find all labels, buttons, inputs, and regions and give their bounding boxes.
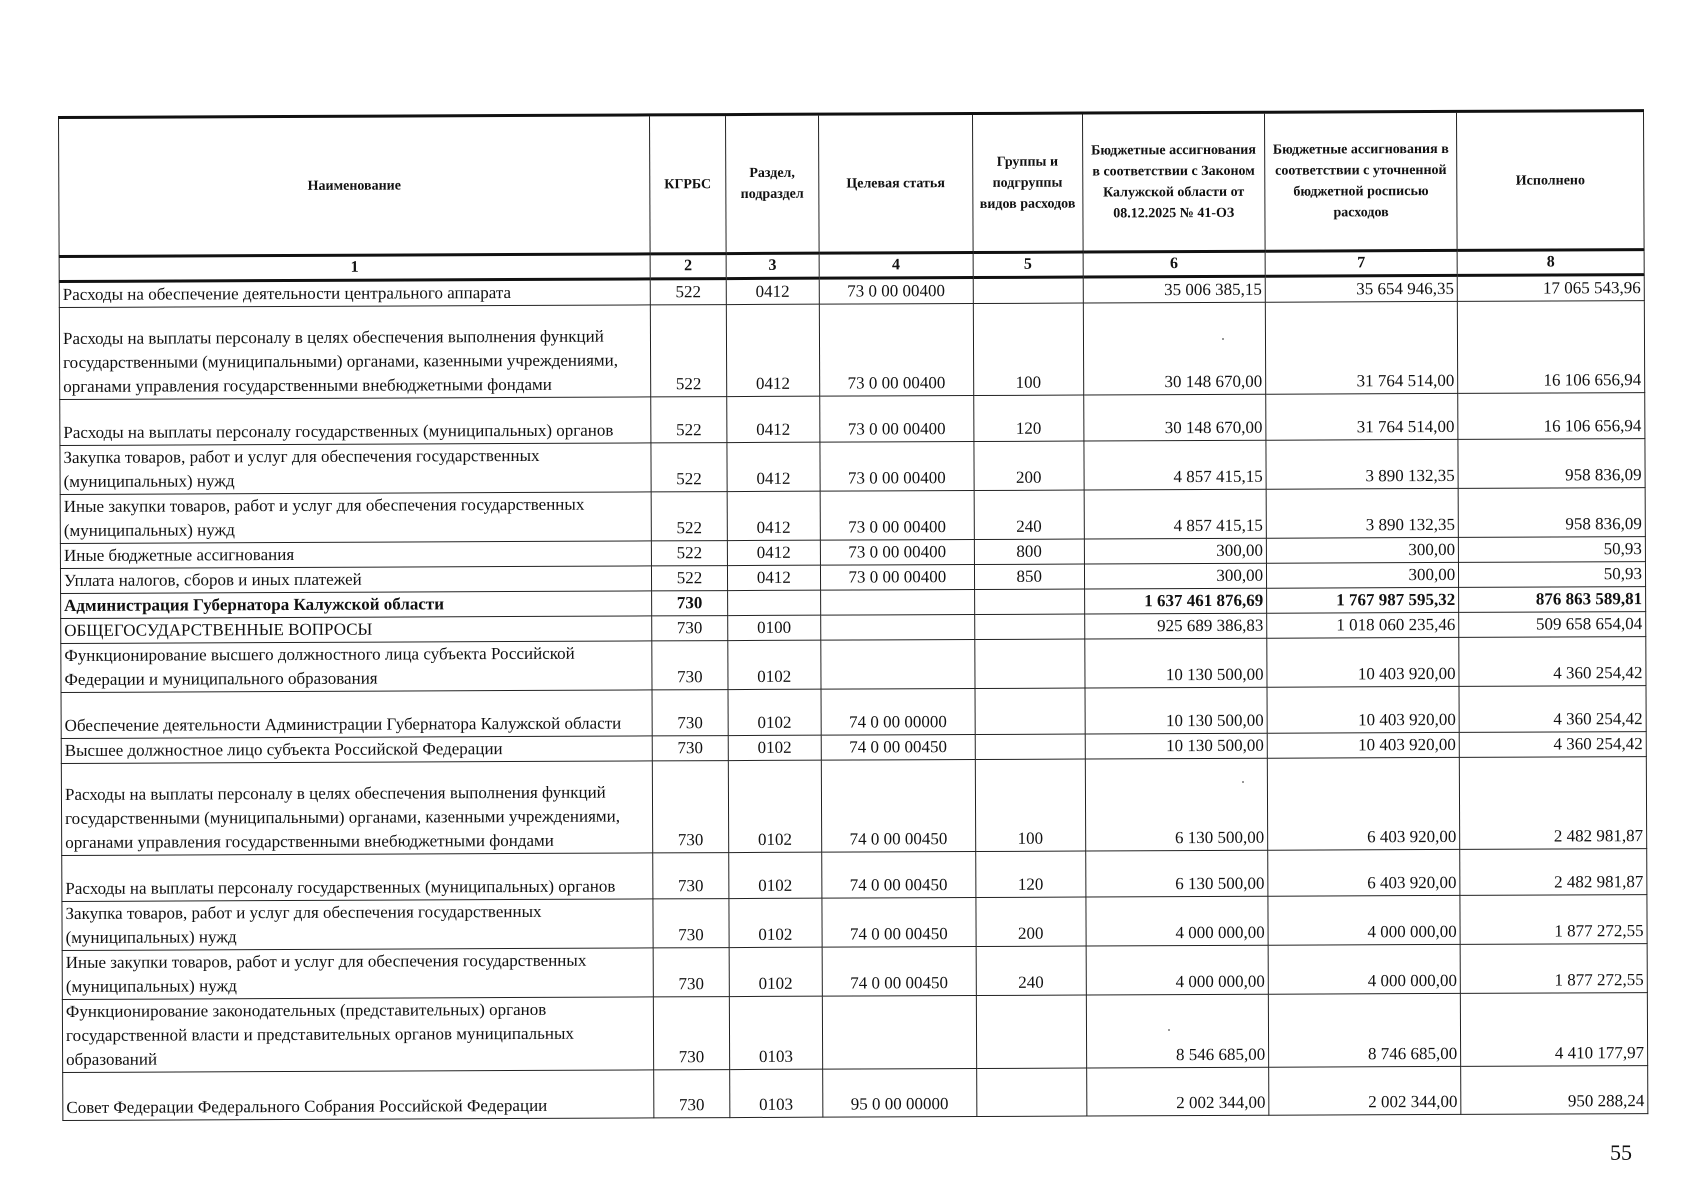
row-expense-group: [976, 1068, 1086, 1116]
row-target-article: 73 0 00 00400: [820, 540, 974, 566]
column-number: 5: [973, 252, 1083, 277]
row-kgrbs: 730: [652, 736, 728, 761]
column-number: 8: [1457, 250, 1644, 276]
row-refined-allocation: 4 000 000,00: [1268, 895, 1460, 945]
table-row: [63, 1066, 1648, 1121]
row-expense-group: 240: [974, 490, 1084, 539]
row-kgrbs: 522: [651, 492, 727, 541]
row-law-allocation: 30 148 670,00: [1083, 302, 1266, 395]
row-law-allocation: 4 857 415,15: [1083, 440, 1266, 490]
row-expense-group: [975, 614, 1085, 639]
row-law-allocation: 35 006 385,15: [1083, 276, 1266, 303]
row-refined-allocation: 1 767 987 595,32: [1267, 587, 1459, 613]
row-expense-group: 240: [976, 946, 1086, 995]
row-section: 0103: [730, 1069, 823, 1117]
row-expense-group: 200: [974, 441, 1084, 490]
budget-table: [58, 109, 1648, 1121]
row-law-allocation: 4 000 000,00: [1086, 945, 1269, 995]
row-name: Расходы на выплаты персоналу государственных (муниципальных) органов: [62, 853, 653, 902]
row-executed: 958 836,09: [1458, 439, 1645, 489]
row-name: Иные закупки товаров, работ и услуг для обеспечения государственных (муниципальных) нужд: [62, 948, 653, 1000]
row-target-article: 74 0 00 00450: [821, 760, 975, 853]
table-row: [61, 637, 1646, 693]
header-section: Раздел, подраздел: [725, 114, 818, 253]
row-refined-allocation: 35 654 946,35: [1265, 275, 1457, 302]
row-name: Уплата налогов, сборов и иных платежей: [60, 566, 651, 594]
row-kgrbs: 522: [651, 397, 727, 443]
table-row: [62, 993, 1647, 1073]
table-row: [60, 439, 1645, 495]
row-kgrbs: 730: [652, 591, 728, 616]
row-kgrbs: 730: [653, 853, 729, 899]
row-target-article: 73 0 00 00400: [819, 304, 973, 397]
row-section: 0102: [729, 947, 822, 996]
row-target-article: [822, 996, 976, 1070]
row-law-allocation: 300,00: [1084, 538, 1267, 564]
row-target-article: 74 0 00 00450: [821, 735, 975, 761]
row-target-article: 74 0 00 00000: [821, 689, 975, 736]
row-kgrbs: 730: [653, 948, 729, 997]
row-name: Функционирование законодательных (представительных) органов государственной власти и представительных органов муниципальных образований: [62, 997, 653, 1073]
row-kgrbs: 730: [652, 616, 728, 641]
row-refined-allocation: 300,00: [1267, 562, 1459, 588]
row-refined-allocation: 2 002 344,00: [1269, 1066, 1461, 1115]
header-executed: Исполнено: [1457, 111, 1644, 251]
row-target-article: 73 0 00 00400: [820, 442, 974, 492]
row-kgrbs: 730: [652, 761, 728, 853]
row-section: [727, 590, 820, 615]
row-section: 0102: [728, 760, 821, 852]
row-refined-allocation: 8 746 685,00: [1268, 993, 1460, 1067]
row-refined-allocation: 31 764 514,00: [1265, 301, 1457, 394]
row-executed: 50,93: [1459, 537, 1646, 563]
row-section: 0412: [726, 278, 819, 304]
row-target-article: 73 0 00 00400: [820, 491, 974, 541]
column-number: 1: [59, 254, 650, 282]
row-refined-allocation: 6 403 920,00: [1268, 849, 1460, 896]
row-executed: 17 065 543,96: [1457, 275, 1644, 302]
row-section: 0412: [727, 540, 820, 565]
row-law-allocation: 6 130 500,00: [1085, 850, 1268, 897]
row-executed: 16 106 656,94: [1457, 301, 1644, 394]
row-name: Совет Федерации Федерального Собрания Российской Федерации: [63, 1070, 654, 1121]
row-executed: 950 288,24: [1461, 1066, 1648, 1115]
row-name: Расходы на выплаты персоналу государственных (муниципальных) органов: [60, 397, 651, 446]
row-section: 0102: [729, 852, 822, 898]
row-kgrbs: 522: [650, 305, 726, 397]
row-target-article: 73 0 00 00400: [819, 396, 973, 443]
row-executed: 1 877 272,55: [1460, 944, 1647, 994]
row-kgrbs: 522: [651, 541, 727, 566]
table-row: [60, 488, 1645, 544]
row-kgrbs: 522: [651, 566, 727, 591]
row-expense-group: [975, 639, 1085, 688]
row-law-allocation: 2 002 344,00: [1086, 1067, 1269, 1116]
row-target-article: 95 0 00 00000: [822, 1069, 976, 1118]
row-kgrbs: 730: [652, 690, 728, 736]
header-name: Наименование: [59, 115, 651, 257]
table-header-row: [59, 111, 1645, 257]
column-number: 6: [1083, 251, 1266, 277]
row-executed: 4 360 254,42: [1459, 732, 1646, 758]
row-expense-group: 200: [976, 897, 1086, 946]
row-section: 0412: [727, 442, 820, 491]
row-section: 0102: [729, 898, 822, 947]
row-law-allocation: 10 130 500,00: [1085, 687, 1268, 734]
table-row: [61, 686, 1646, 739]
row-refined-allocation: 3 890 132,35: [1266, 488, 1458, 538]
row-law-allocation: 6 130 500,00: [1085, 758, 1268, 851]
row-section: 0100: [728, 615, 821, 640]
table-row: [59, 301, 1644, 400]
row-expense-group: 120: [974, 395, 1084, 441]
row-name: Закупка товаров, работ и услуг для обеспечения государственных (муниципальных) нужд: [62, 899, 653, 951]
row-name: Высшее должностное лицо субъекта Российской Федерации: [61, 736, 652, 764]
row-expense-group: [974, 589, 1084, 614]
row-executed: 16 106 656,94: [1458, 393, 1645, 440]
row-name: Расходы на выплаты персоналу в целях обеспечения выполнения функций государственными (муниципальными) органами, казенными учреждениями, органами управления государственными внебюджетными фондами: [59, 305, 650, 400]
row-section: 0412: [726, 304, 819, 396]
row-refined-allocation: 3 890 132,35: [1266, 439, 1458, 489]
row-executed: 4 360 254,42: [1459, 637, 1646, 687]
row-executed: 1 877 272,55: [1460, 895, 1647, 945]
row-section: 0412: [727, 565, 820, 590]
row-kgrbs: 522: [651, 443, 727, 492]
row-name: Обеспечение деятельности Администрации Губернатора Калужской области: [61, 690, 652, 739]
row-executed: 2 482 981,87: [1459, 757, 1646, 850]
row-law-allocation: 300,00: [1084, 563, 1267, 589]
column-number: 2: [650, 254, 726, 279]
row-refined-allocation: 300,00: [1266, 537, 1458, 563]
row-refined-allocation: 10 403 920,00: [1267, 637, 1459, 687]
row-executed: 2 482 981,87: [1460, 849, 1647, 896]
table-row: [60, 393, 1645, 446]
row-section: 0103: [729, 996, 822, 1069]
row-name: ОБЩЕГОСУДАРСТВЕННЫЕ ВОПРОСЫ: [61, 616, 652, 644]
row-executed: 4 410 177,97: [1460, 993, 1647, 1067]
row-expense-group: 100: [975, 759, 1085, 851]
scan-speck: [1222, 338, 1224, 340]
table-body: [59, 275, 1648, 1121]
row-expense-group: 850: [974, 564, 1084, 589]
row-law-allocation: 8 546 685,00: [1086, 994, 1269, 1068]
scan-speck: [1168, 1029, 1170, 1031]
row-kgrbs: 730: [653, 997, 729, 1070]
row-refined-allocation: 4 000 000,00: [1268, 944, 1460, 994]
table-row: [62, 895, 1647, 951]
row-name: Иные закупки товаров, работ и услуг для обеспечения государственных (муниципальных) нужд: [60, 492, 651, 544]
row-law-allocation: 10 130 500,00: [1084, 638, 1267, 688]
row-section: 0102: [728, 640, 821, 689]
row-target-article: 73 0 00 00400: [819, 278, 973, 305]
row-executed: 4 360 254,42: [1459, 686, 1646, 733]
row-executed: 509 658 654,04: [1459, 612, 1646, 638]
row-refined-allocation: 31 764 514,00: [1266, 393, 1458, 440]
row-name: Расходы на выплаты персоналу в целях обеспечения выполнения функций государственными (муниципальными) органами, казенными учреждениями, органами управления государственными внебюджетными фондами: [61, 761, 652, 856]
scan-speck: [1242, 781, 1244, 783]
table-row: [61, 757, 1646, 856]
row-refined-allocation: 6 403 920,00: [1267, 757, 1459, 850]
header-law-allocation: Бюджетные ассигнования в соответствии с Законом Калужской области от 08.12.2025 № 41-ОЗ: [1082, 112, 1265, 252]
row-kgrbs: 730: [652, 641, 728, 690]
page-number: 55: [1610, 1140, 1632, 1165]
row-expense-group: 100: [973, 303, 1083, 395]
row-law-allocation: 4 857 415,15: [1084, 489, 1267, 539]
row-refined-allocation: 1 018 060 235,46: [1267, 612, 1459, 638]
column-number: 7: [1265, 250, 1457, 276]
row-name: Иные бюджетные ассигнования: [60, 541, 651, 569]
row-name: Функционирование высшего должностного лица субъекта Российской Федерации и муниципального образования: [61, 641, 652, 693]
row-executed: 958 836,09: [1458, 488, 1645, 538]
row-kgrbs: 730: [653, 899, 729, 948]
row-name: Закупка товаров, работ и услуг для обеспечения государственных (муниципальных) нужд: [60, 443, 651, 495]
row-section: 0102: [728, 689, 821, 735]
row-refined-allocation: 10 403 920,00: [1267, 732, 1459, 758]
row-law-allocation: 925 689 386,83: [1084, 613, 1267, 639]
row-executed: 50,93: [1459, 562, 1646, 588]
column-number: 4: [819, 253, 973, 279]
row-expense-group: [975, 734, 1085, 759]
row-refined-allocation: 10 403 920,00: [1267, 686, 1459, 733]
header-groups: Группы и подгруппы видов расходов: [972, 113, 1082, 252]
row-target-article: 74 0 00 00450: [822, 947, 976, 997]
row-kgrbs: 522: [650, 279, 726, 305]
row-expense-group: [976, 995, 1086, 1068]
header-refined-allocation: Бюджетные ассигнования в соответствии с уточненной бюджетной росписью расходов: [1265, 111, 1458, 251]
table-row: [62, 944, 1647, 1000]
row-target-article: 73 0 00 00400: [820, 565, 974, 591]
row-law-allocation: 10 130 500,00: [1085, 733, 1268, 759]
row-target-article: [821, 640, 975, 690]
row-law-allocation: 4 000 000,00: [1085, 896, 1268, 946]
row-target-article: 74 0 00 00450: [822, 898, 976, 948]
header-kgrbs: КГРБС: [649, 115, 726, 254]
row-executed: 876 863 589,81: [1459, 587, 1646, 613]
row-law-allocation: 30 148 670,00: [1083, 394, 1266, 441]
row-name: Расходы на обеспечение деятельности центрального аппарата: [59, 279, 650, 308]
row-target-article: [820, 590, 974, 616]
row-section: 0102: [728, 735, 821, 760]
row-target-article: [820, 615, 974, 641]
row-section: 0412: [727, 396, 820, 442]
column-number: 3: [726, 253, 819, 278]
row-expense-group: [973, 277, 1083, 303]
row-kgrbs: 730: [654, 1070, 730, 1118]
row-expense-group: [975, 688, 1085, 734]
row-expense-group: 120: [976, 851, 1086, 897]
row-name: Администрация Губернатора Калужской области: [61, 591, 652, 619]
header-target: Целевая статья: [818, 114, 973, 254]
row-section: 0412: [727, 491, 820, 540]
row-target-article: 74 0 00 00450: [821, 852, 975, 899]
row-expense-group: 800: [974, 539, 1084, 564]
row-law-allocation: 1 637 461 876,69: [1084, 588, 1267, 614]
table-row: [62, 849, 1647, 902]
